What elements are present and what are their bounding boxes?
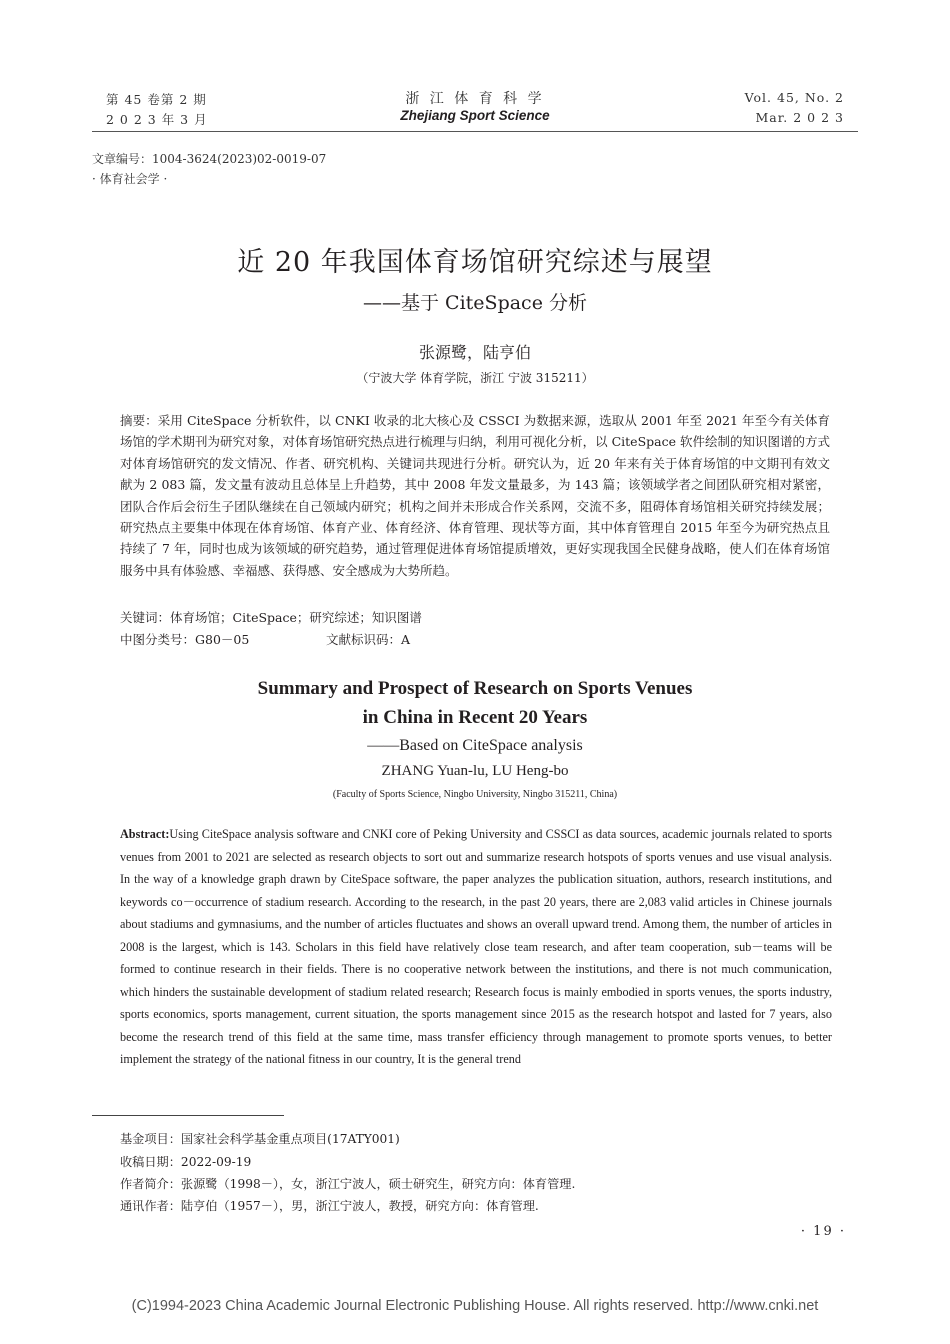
article-id: 文章编号：1004-3624(2023)02-0019-07 xyxy=(92,152,327,166)
header-volume-issue: 第 45 卷第 2 期 xyxy=(106,92,207,107)
title-en-line1: Summary and Prospect of Research on Sports Venues xyxy=(257,678,693,699)
abstract-en xyxy=(120,823,832,1071)
section-label: · 体育社会学 · xyxy=(92,172,168,186)
document-code: 文献标识码：A xyxy=(326,632,411,647)
affiliation-en: (Faculty of Sports Science, Ningbo University, Ningbo 315211, China) xyxy=(332,789,618,800)
copyright-footer: (C)1994-2023 China Academic Journal Electronic Publishing House. All rights reserved. http://www.cnki.net xyxy=(131,1298,819,1314)
subtitle-en: ——Based on CiteSpace analysis xyxy=(367,737,583,754)
header-month: Mar. 2 0 2 3 xyxy=(755,110,844,125)
footnote-rule xyxy=(92,1115,284,1116)
title-zh: 近 20 年我国体育场馆研究综述与展望 xyxy=(237,247,713,278)
abstract-en-text: Using CiteSpace analysis software and CNKI core of Peking University and CSSCI as data sources, academic journals related to sports venues from 2001 to 2021 are selected as research objects to sort out and summarize research hotspots of sports venues and use visual analysis. In the way of a knowledge graph drawn by CiteSpace software, the paper analyzes the publication situation, authors, research institutions, and keywords co－occurrence of stadium research. According to the research, in the past 20 years, there are 2,083 valid articles in Chinese journals about stadiums and gymnasiums, and the number of articles fluctuates and shows an overall upward trend. Among them, the number of articles in 2008 is the largest, which is 143. Scholars in this field have relatively close team research, and after team cooperation, sub－teams will be formed to continue research in their fields. There is no cooperative network between the institutions, and there is not much communication, which hinders the sustainable development of stadium related research; Research focus is mainly embodied in sports venues, the sports industry, sports economics, sports management, current situation, the sports management since 2015 as the research hotspot and lasted for 7 years, also become the research trend of this field at the same time, mass transfer efficiency through management to promote sports venues, to better implement the strategy of the national fitness in our country, It is the general trend xyxy=(120,827,832,1066)
footnote-author-bio: 作者简介：张源鹭（1998－），女，浙江宁波人，硕士研究生，研究方向：体育管理. xyxy=(120,1177,576,1191)
header-rule xyxy=(92,131,858,132)
abstract-zh-text: 采用 CiteSpace 分析软件，以 CNKI 收录的北大核心及 CSSCI 为数据来源，选取从 2001 年至 2021 年至今有关体育场馆的学术期刊为研究对象，对体育场馆研究热点进行梳理与归纳，利用可视化分析，以 CiteSpace 软件绘制的知识图谱的方式对体育场馆研究的发文情况、作者、研究机构、关键词共现进行分析。研究认为，近 20 年来有关于体育场馆的中文期刊有效文献为 2 083 篇，发文量有波动且总体呈上升趋势，其中 2008 年发文量最多，为 143 篇；该领域学者之间团队研究相对紧密，团队合作后会衍生子团队继续在自己领域内研究；机构之间并未形成合作关系网，交流不多，阻碍体育场馆相关研究持续发展；研究热点主要集中体现在体育场馆、体育产业、体育经济、体育管理、现状等方面，其中体育管理自 2015 年至今为研究热点且持续了 7 年，同时也成为该领域的研究趋势，通过管理促进体育场馆提质增效，更好实现我国全民健身战略，使人们在体育场馆服务中具有体验感、幸福感、获得感、安全感成为大势所趋。 xyxy=(120,413,830,578)
authors-zh: 张源鹭，陆亨伯 xyxy=(418,343,531,362)
footnote-received: 收稿日期：2022-09-19 xyxy=(120,1155,252,1169)
footnote-corresponding: 通讯作者：陆亨伯（1957－），男，浙江宁波人，教授，研究方向：体育管理. xyxy=(120,1199,539,1213)
abstract-en-label: Abstract: xyxy=(120,827,170,841)
header-journal-en: Zhejiang Sport Science xyxy=(400,108,550,123)
authors-en: ZHANG Yuan-lu, LU Heng-bo xyxy=(381,763,569,779)
header-vol-no: Vol. 45, No. 2 xyxy=(744,90,844,105)
abstract-zh-label: 摘要： xyxy=(120,413,158,428)
footnote-fund: 基金项目：国家社会科学基金重点项目(17ATY001) xyxy=(120,1132,400,1146)
page-number: · 19 · xyxy=(800,1224,846,1239)
clc-number: 中图分类号：G80－05 xyxy=(120,632,250,647)
affiliation-zh: （宁波大学 体育学院，浙江 宁波 315211） xyxy=(356,371,594,385)
keywords-zh: 关键词：体育场馆；CiteSpace；研究综述；知识图谱 xyxy=(120,610,422,625)
subtitle-zh: ——基于 CiteSpace 分析 xyxy=(363,292,587,314)
abstract-zh xyxy=(120,410,830,581)
header-journal-zh: 浙 江 体 育 科 学 xyxy=(405,91,545,107)
title-en-line2: in China in Recent 20 Years xyxy=(362,707,588,728)
header-date: 2 0 2 3 年 3 月 xyxy=(106,112,208,127)
